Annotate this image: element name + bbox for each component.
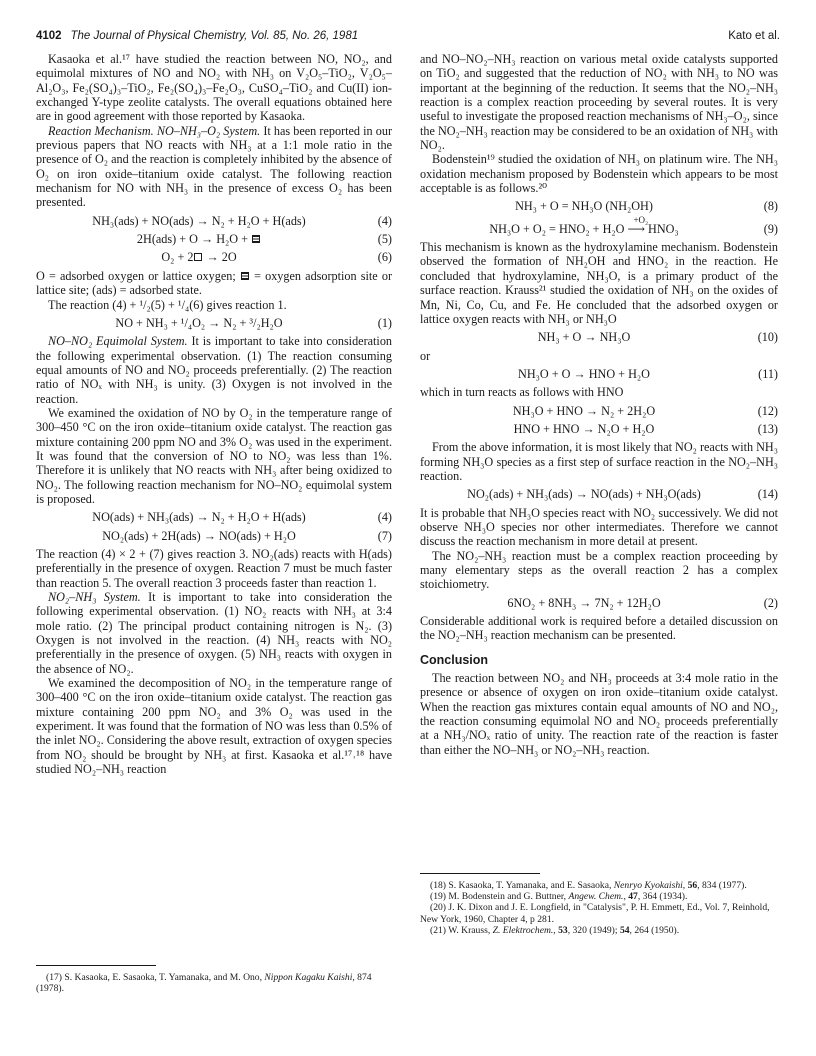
paragraph xyxy=(36,590,392,676)
paragraph: which in turn reacts as follows with HNO xyxy=(420,385,624,400)
footnote-text: , 264 (1950). xyxy=(629,924,680,936)
connector-word: or xyxy=(420,348,431,363)
header-authors: Kato et al. xyxy=(728,30,780,42)
run-in-heading: NO₂–NH₃ System. xyxy=(48,590,141,605)
equation-body: NH₃ + O = NH₃O (NH₂OH) xyxy=(515,199,653,214)
equation-text: HNO₃ xyxy=(648,221,679,236)
equation-number: (14) xyxy=(757,487,778,502)
equation-number: (1) xyxy=(377,315,392,330)
journal-name: Z. Elektrochem. xyxy=(492,924,554,936)
footnotes-left xyxy=(36,965,392,994)
equation-body: NO + NH₃ + ¹/₄O₂ → N₂ + ³/₂H₂O xyxy=(115,315,283,330)
footnote-text: (19) M. Bodenstein and G. Buttner, xyxy=(430,891,567,903)
paragraph-text: It has been reported in our previous papers that NO reacts with NH₃ at a 1:1 mole ratio in the presence of O₂ and the reaction is completely inhibited by the absence of O₂ on iron oxide–titanium oxide catalyst. The following reaction mechanism for NO with NH₃ in the presence of excess O₂ has been presented. xyxy=(36,123,393,210)
equation-body: NH₃O + HNO → N₂ + 2H₂O xyxy=(512,403,656,418)
equation xyxy=(420,367,778,381)
section-heading-conclusion: Conclusion xyxy=(420,652,489,667)
paragraph: and NO–NO₂–NH₃ reaction on various metal oxide catalysts supported on TiO₂ and suggested that the reduction of NO₂ with NH₃ to NO was important at the beginning of the reduction. It seems that the NO₂–NH₃ reaction is a complex reaction proceeding by several routes. It is very useful to investigate the proposed reaction mechanisms of NH₃–O₂, since the NO₂–NH₃ reaction may be considered to be an oxidation of NH₃ with NO₂. xyxy=(420,52,778,153)
equation-number: (5) xyxy=(377,232,392,247)
journal-name: Nippon Kagaku Kaishi xyxy=(264,972,353,983)
paragraph: The reaction between NO₂ and NH₃ proceeds at 3:4 mole ratio in the presence or absence of oxygen on iron oxide–titanium oxide catalyst. When the reaction gas mixtures contain equal amounts of NO and NO₂, the reaction consuming equimolal NO and NO₂ proceeds preferentially at a NH₃/NOₓ ratio of unity. The reaction rate of the reaction is faster than either the NO–NH₃ or NO₂–NH₃ reaction. xyxy=(420,671,778,757)
journal-citation: The Journal of Physical Chemistry, Vol. 85, No. 26, 1981 xyxy=(70,30,359,42)
legend-text: = oxygen adsorption site or lattice site; (ads) = adsorbed state. xyxy=(36,268,393,298)
equation-body: NO₂(ads) + NH₃(ads) → NO(ads) + NH₃O(ads) xyxy=(467,487,701,502)
paragraph: We examined the oxidation of NO by O₂ in the temperature range of 300–450 °C on the iron oxide–titanium oxide catalyst. The reaction gas mixture containing 200 ppm NO and 3% O₂ was used in the experiment. It was found that the conversion of NO to NO₂ was less than 1%. Therefore it is unlikely that NO reacts with NH₃ after being oxidized to NO₂. The following reaction mechanism for NO–NO₂ equimolal system is proposed. xyxy=(36,405,392,506)
footnote-17 xyxy=(36,972,392,994)
equation-body xyxy=(36,232,362,246)
paragraph xyxy=(36,124,392,210)
volume-number: 56 xyxy=(687,880,698,891)
page-number: 4102 xyxy=(36,30,62,42)
equation xyxy=(36,214,392,228)
volume-number: 54 xyxy=(619,924,630,936)
equation xyxy=(420,596,778,610)
run-in-heading: NO–NO₂ Equimolal System. xyxy=(48,334,188,349)
paragraph: We examined the decomposition of NO₂ in the temperature range of 300–400 °C on the iron oxide–titanium oxide catalyst. The reaction gas mixture containing 200 ppm NO₂ and 3% O₂ was used in the experiment. It was found that the formation of NO was less than 0.5% of the inlet NO₂. Considering the above result, extraction of oxygen species from NO₂ should be brought by NH₃ at first. Kasaoka et al.¹⁷˒¹⁸ have studied NO₂–NH₃ reaction xyxy=(36,676,392,777)
reaction-arrow: ⟶ xyxy=(627,221,645,236)
legend-text: O = adsorbed oxygen or lattice oxygen; xyxy=(36,268,236,283)
equation-number: (4) xyxy=(377,510,392,525)
paragraph: From the above information, it is most likely that NO₂ reacts with NH₃ forming NH₃O species as a first step of surface reaction in the NO₂–NH₃ reaction. xyxy=(420,440,778,483)
equation-number: (10) xyxy=(757,330,778,345)
equation xyxy=(36,510,392,524)
journal-name: Angew. Chem. xyxy=(568,891,624,903)
footnote-rule xyxy=(36,965,156,966)
run-in-heading: Reaction Mechanism. NO–NH₃–O₂ System. xyxy=(48,123,261,138)
oxygen-vacancy-symbol xyxy=(241,272,249,280)
running-header xyxy=(36,30,780,48)
equation-number: (7) xyxy=(377,528,392,543)
footnote-text: (17) S. Kasaoka, E. Sasaoka, T. Yamanaka, and M. Ono, xyxy=(46,972,262,983)
equation-body: NO₂(ads) + 2H(ads) → NO(ads) + H₂O xyxy=(102,528,296,543)
footnote-text: , xyxy=(623,891,626,903)
footnote-20: (20) J. K. Dixon and J. E. Longfield, in "Catalysis", P. H. Emmett, Ed., Vol. 7, Reinhold, New York, 1960, Chapter 4, p 281. xyxy=(420,902,770,925)
paragraph: The NO₂–NH₃ reaction must be a complex reaction proceeding by many elementary steps as the overall reaction 2 has a complex stoichiometry. xyxy=(420,548,778,592)
right-column xyxy=(420,52,778,757)
equation-number: (4) xyxy=(377,213,392,228)
equation xyxy=(420,404,778,418)
equation xyxy=(420,487,778,501)
footnote-rule xyxy=(420,873,540,874)
footnote-text: (18) S. Kasaoka, T. Yamanaka, and E. Sasaoka, xyxy=(430,880,612,891)
equation xyxy=(36,316,392,330)
equation-number: (8) xyxy=(763,199,778,214)
footnote-text: , xyxy=(682,880,686,891)
equation xyxy=(36,529,392,543)
equation-body: HNO + HNO → N₂O + H₂O xyxy=(513,421,655,436)
footnote-text: , 364 (1934). xyxy=(637,891,688,903)
equation-number: (11) xyxy=(758,366,778,381)
equation-number: (9) xyxy=(763,221,778,236)
paragraph: Kasaoka et al.¹⁷ have studied the reaction between NO, NO₂, and equimolal mixtures of NO and NO₂ with NH₃ on V₂O₅–TiO₂, V₂O₅–Al₂O₃, Fe₂(SO₄)₃–TiO₂, Fe₂(SO₄)₃–Fe₂O₃, CuSO₄–TiO₂ and Cu(II) ion-exchanged Y-type zeolite catalysts. The overall equations obtained here are in good agreement with those reported by Kasaoka. xyxy=(36,52,392,124)
footnote-18 xyxy=(420,880,778,891)
oxygen-vacancy-symbol xyxy=(252,235,260,243)
equation-number: (2) xyxy=(763,595,778,610)
equation-body: NH₃(ads) + NO(ads) → N₂ + H₂O + H(ads) xyxy=(92,213,306,228)
volume-number: 53 xyxy=(558,924,568,936)
equation xyxy=(420,214,778,236)
left-column xyxy=(36,52,392,777)
paragraph: This mechanism is known as the hydroxylamine mechanism. Bodenstein observed the formation of NH₂OH and HNO₂ in the reaction. He concluded that hydroxylamine, NH₃O, is a primary product of the surface reaction. Krauss²¹ studied the oxidation of NH₃ on the oxides of Mn, Ni, Co, Cu, and Fe. He concluded that the adsorbed oxygen or lattice oxygen reacts with NH₃ or NH₃O xyxy=(420,240,778,326)
journal-name: Nenryo Kyokaishi xyxy=(613,880,683,891)
equation-number: (13) xyxy=(757,421,778,436)
paragraph: The reaction (4) × 2 + (7) gives reaction 3. NO₂(ads) reacts with H(ads) preferentially in the presence of oxygen. Reaction 7 must be much faster than reaction 5. The overall reaction 3 proceeds faster than reaction 1. xyxy=(36,547,392,590)
paragraph: It is probable that NH₃O species react with NO₂ successively. We did not observe NH₃O species nor other intermediates. Therefore we cannot discuss the reaction mechanism in more detail at present. xyxy=(420,505,778,549)
header-left xyxy=(36,30,358,42)
equation-number: (6) xyxy=(377,250,392,265)
footnote-text: (21) W. Krauss, xyxy=(430,924,491,936)
equation-body xyxy=(36,250,362,264)
paragraph-text: It is important to take into consideration the following experimental observation. (1) NO₂ reacts with NH₃ at 3:4 mole ratio. (2) The principal product containing nitrogen is N₂. (3) Oxygen is not involved in the reaction. (4) NH₃ reacts with NO₂ preferentially in the presence of oxygen. (5) NH₃ reacts with oxygen in the absence of NO₂. xyxy=(36,590,392,676)
equation xyxy=(36,250,392,264)
equation-body: NO(ads) + NH₃(ads) → N₂ + H₂O + H(ads) xyxy=(92,510,306,525)
equation xyxy=(36,232,392,246)
footnote-text: , 320 (1949); xyxy=(567,924,618,936)
symbol-legend xyxy=(36,269,392,298)
equation-number: (12) xyxy=(757,403,778,418)
footnote-text: , 874 (1978). xyxy=(36,972,372,995)
volume-number: 47 xyxy=(628,891,638,903)
adsorption-site-symbol xyxy=(194,253,202,261)
equation xyxy=(420,199,778,213)
arrow-label: +O₂ xyxy=(633,214,649,225)
footnote-21 xyxy=(420,925,778,936)
footnote-text: , 834 (1977). xyxy=(697,880,747,891)
equation-body: 6NO₂ + 8NH₃ → 7N₂ + 12H₂O xyxy=(507,595,661,610)
paragraph xyxy=(36,334,392,406)
equation-body xyxy=(420,214,748,236)
footnote-19 xyxy=(420,891,778,902)
footnote-text: , xyxy=(553,924,556,936)
equation xyxy=(420,422,778,436)
paragraph: Bodenstein¹⁹ studied the oxidation of NH₃ on platinum wire. The NH₃ oxidation mechanism proposed by Bodenstein which appears to be most acceptable is as follows.²⁰ xyxy=(420,152,778,196)
equation-text: → 2O xyxy=(206,250,237,265)
equation-body: NH₃O + O → HNO + H₂O xyxy=(518,366,650,381)
footnotes-right xyxy=(420,873,778,936)
equation xyxy=(420,330,778,344)
arrow-with-label xyxy=(627,214,649,236)
equation-text: O₂ + 2 xyxy=(161,250,194,265)
equation-text: 2H(ads) + O → H₂O + xyxy=(136,232,249,247)
paragraph: The reaction (4) + ¹/₂(5) + ¹/₄(6) gives reaction 1. xyxy=(48,297,287,312)
paragraph-text: It is important to take into consideration the following experimental observation. (1) The reaction consuming equal amounts of NO and NO₂ proceeds preferentially. (2) The reaction ratio of NOₓ with NH₃ is unity. (3) Oxygen is not involved in the reaction. xyxy=(36,334,393,406)
paragraph: Considerable additional work is required before a detailed discussion on the NO₂–NH₃ reaction mechanism can be presented. xyxy=(420,614,778,643)
equation-body: NH₃ + O → NH₃O xyxy=(537,330,631,345)
equation-text: NH₃O + O₂ = HNO₂ + H₂O xyxy=(489,221,625,236)
